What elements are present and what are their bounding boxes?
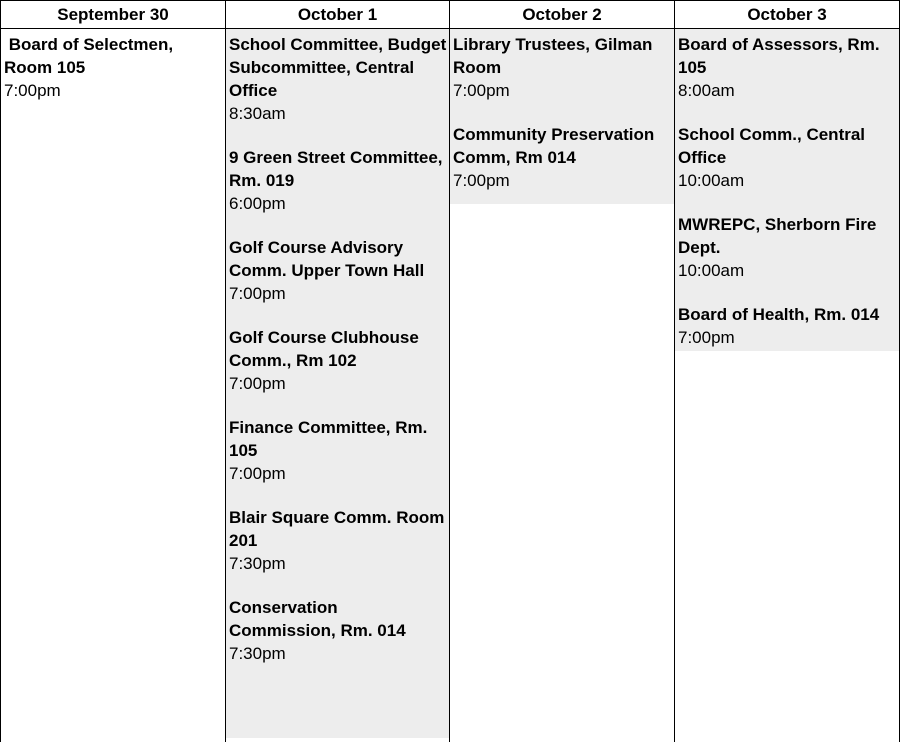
event-title: Board of Selectmen, Room 105 (4, 35, 178, 77)
event-title: Community Preservation Comm, Rm 014 (453, 125, 655, 167)
event-title: School Comm., Central Office (678, 125, 866, 167)
event-entry (678, 213, 897, 282)
day-column-september-30 (0, 29, 225, 742)
event-time: 6:00pm (229, 194, 286, 213)
day-column-october-1 (225, 29, 449, 742)
event-title: School Committee, Budget Subcommittee, Central Office (229, 35, 447, 100)
event-time: 7:00pm (453, 81, 510, 100)
event-entry (229, 596, 447, 665)
event-title: MWREPC, Sherborn Fire Dept. (678, 215, 877, 257)
event-entry (453, 33, 672, 102)
event-title: Blair Square Comm. Room 201 (229, 508, 445, 550)
event-time: 8:30am (229, 104, 286, 123)
day-column-october-2 (449, 29, 674, 742)
day-events-october-3 (675, 29, 899, 351)
event-time: 7:00pm (678, 328, 735, 347)
event-entry (229, 146, 447, 215)
event-entry (678, 33, 897, 102)
event-time: 7:30pm (229, 554, 286, 573)
event-title: Conservation Commission, Rm. 014 (229, 598, 406, 640)
event-entry (229, 326, 447, 395)
event-time: 7:00pm (453, 171, 510, 190)
event-entry (229, 236, 447, 305)
event-entry (678, 303, 897, 349)
event-title: Board of Assessors, Rm. 105 (678, 35, 880, 77)
day-events-october-2 (450, 29, 674, 204)
calendar-body-row (0, 29, 900, 742)
event-time: 7:00pm (229, 374, 286, 393)
day-header-october-3: October 3 (674, 1, 900, 28)
day-events-october-1 (226, 29, 449, 738)
day-header-september-30: September 30 (0, 1, 225, 28)
event-time: 7:00pm (229, 464, 286, 483)
event-title: Board of Health, Rm. 014 (678, 305, 880, 324)
event-title: 9 Green Street Committee, Rm. 019 (229, 148, 443, 190)
event-time: 7:00pm (229, 284, 286, 303)
event-title: Library Trustees, Gilman Room (453, 35, 653, 77)
event-title: Golf Course Clubhouse Comm., Rm 102 (229, 328, 419, 370)
event-entry (4, 33, 223, 102)
event-time: 7:00pm (4, 81, 61, 100)
event-entry (229, 416, 447, 485)
day-header-october-2: October 2 (449, 1, 674, 28)
event-title: Golf Course Advisory Comm. Upper Town Hall (229, 238, 425, 280)
day-events-september-30 (1, 29, 225, 102)
event-entry (229, 506, 447, 575)
event-entry (678, 123, 897, 192)
event-entry (453, 123, 672, 192)
event-title: Finance Committee, Rm. 105 (229, 418, 428, 460)
event-time: 8:00am (678, 81, 735, 100)
event-time: 10:00am (678, 261, 745, 280)
calendar-header-row (0, 0, 900, 29)
event-time: 7:30pm (229, 644, 286, 663)
event-entry (229, 33, 447, 125)
day-column-october-3 (674, 29, 900, 742)
day-header-october-1: October 1 (225, 1, 449, 28)
event-time: 10:00am (678, 171, 745, 190)
